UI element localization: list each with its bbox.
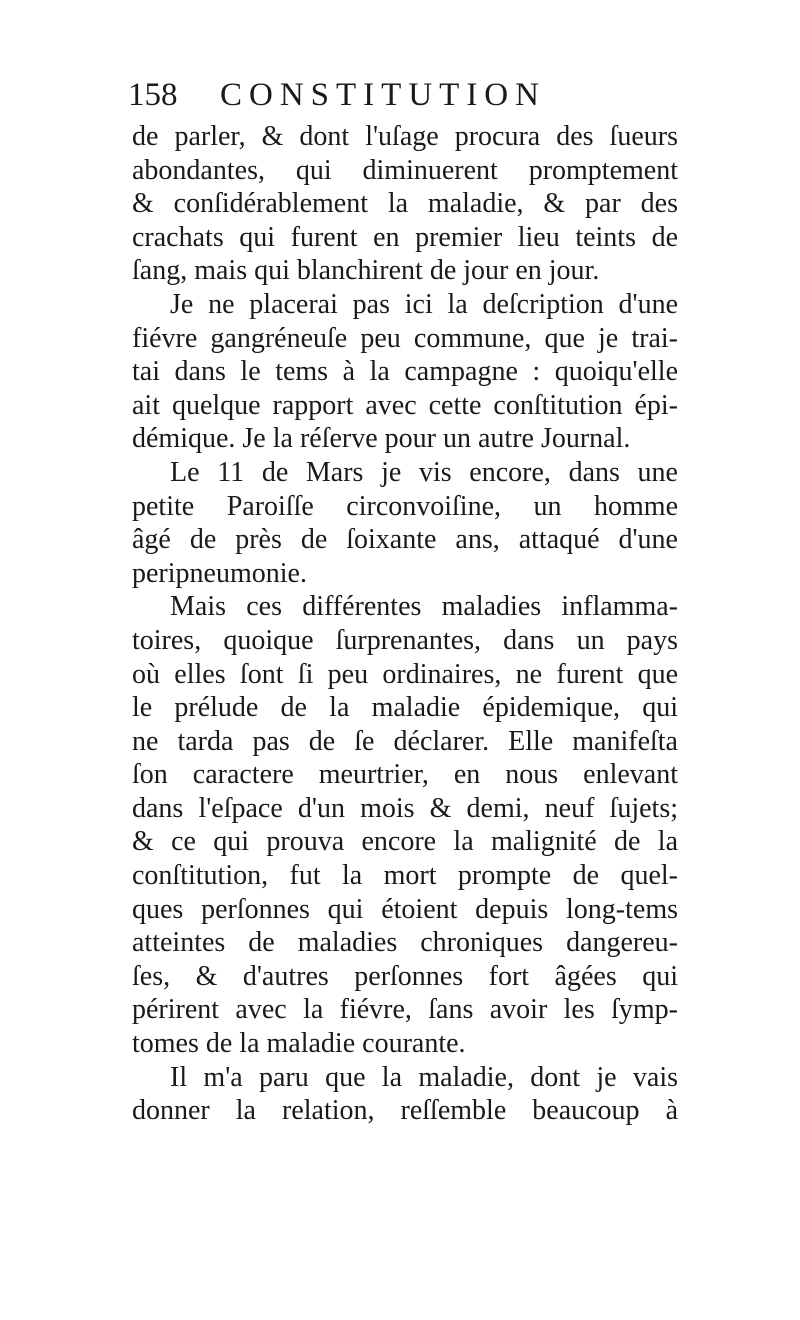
text-line: & conſidérablement la maladie, & par des — [132, 188, 678, 220]
running-head — [128, 72, 668, 118]
text-line: dans l'eſpace d'un mois & demi, neuf ſujets; — [132, 792, 678, 824]
text-line: tomes de la maladie courante. — [132, 1028, 466, 1060]
text-line: crachats qui furent en premier lieu teints de — [132, 221, 678, 253]
text-line: & ce qui prouva encore la malignité de la — [132, 826, 678, 858]
text-line: âgé de près de ſoixante ans, attaqué d'une — [132, 524, 678, 556]
text-line: conſtitution, fut la mort prompte de quel- — [132, 860, 678, 892]
text-line: démique. Je la réſerve pour un autre Journal. — [132, 423, 631, 455]
text-line: de parler, & dont l'uſage procura des ſueurs — [132, 121, 678, 152]
text-line: peripneumonie. — [132, 557, 307, 589]
text-line: ques perſonnes qui étoient depuis long-tems — [132, 893, 678, 925]
text-line: Je ne placerai pas ici la deſcription d'une — [170, 288, 678, 320]
text-line: tai dans le tems à la campagne : quoiqu'elle — [132, 356, 678, 388]
text-line: Il m'a paru que la maladie, dont je vais — [170, 1061, 678, 1093]
running-title: CONSTITUTION — [220, 77, 546, 113]
text-line: ſes, & d'autres perſonnes fort âgées qui — [132, 960, 678, 992]
text-line: petite Paroiſſe circonvoiſine, un homme — [132, 490, 678, 522]
text-line: où elles ſont ſi peu ordinaires, ne furent que — [132, 658, 678, 690]
page-number: 158 — [128, 77, 178, 113]
text-line: abondantes, qui diminuerent promptement — [132, 154, 678, 186]
text-line: ſon caractere meurtrier, en nous enlevant — [132, 759, 678, 791]
text-line: le prélude de la maladie épidemique, qui — [132, 692, 678, 724]
text-line: toires, quoique ſurprenantes, dans un pays — [132, 624, 678, 656]
text-line: ait quelque rapport avec cette conſtitution épi- — [132, 389, 678, 421]
text-line: ne tarda pas de ſe déclarer. Elle manifeſta — [132, 725, 678, 757]
text-line: Mais ces différentes maladies inflamma- — [170, 591, 678, 623]
text-line: fiévre gangréneuſe peu commune, que je trai- — [132, 322, 678, 354]
text-line: périrent avec la fiévre, ſans avoir les ſymp- — [132, 994, 678, 1026]
body-text — [132, 120, 678, 1128]
text-line: ſang, mais qui blanchirent de jour en jour. — [132, 255, 600, 287]
text-line: donner la relation, reſſemble beaucoup à — [132, 1095, 678, 1127]
text-line: Le 11 de Mars je vis encore, dans une — [170, 456, 678, 488]
text-line: atteintes de maladies chroniques dangereu- — [132, 927, 678, 959]
